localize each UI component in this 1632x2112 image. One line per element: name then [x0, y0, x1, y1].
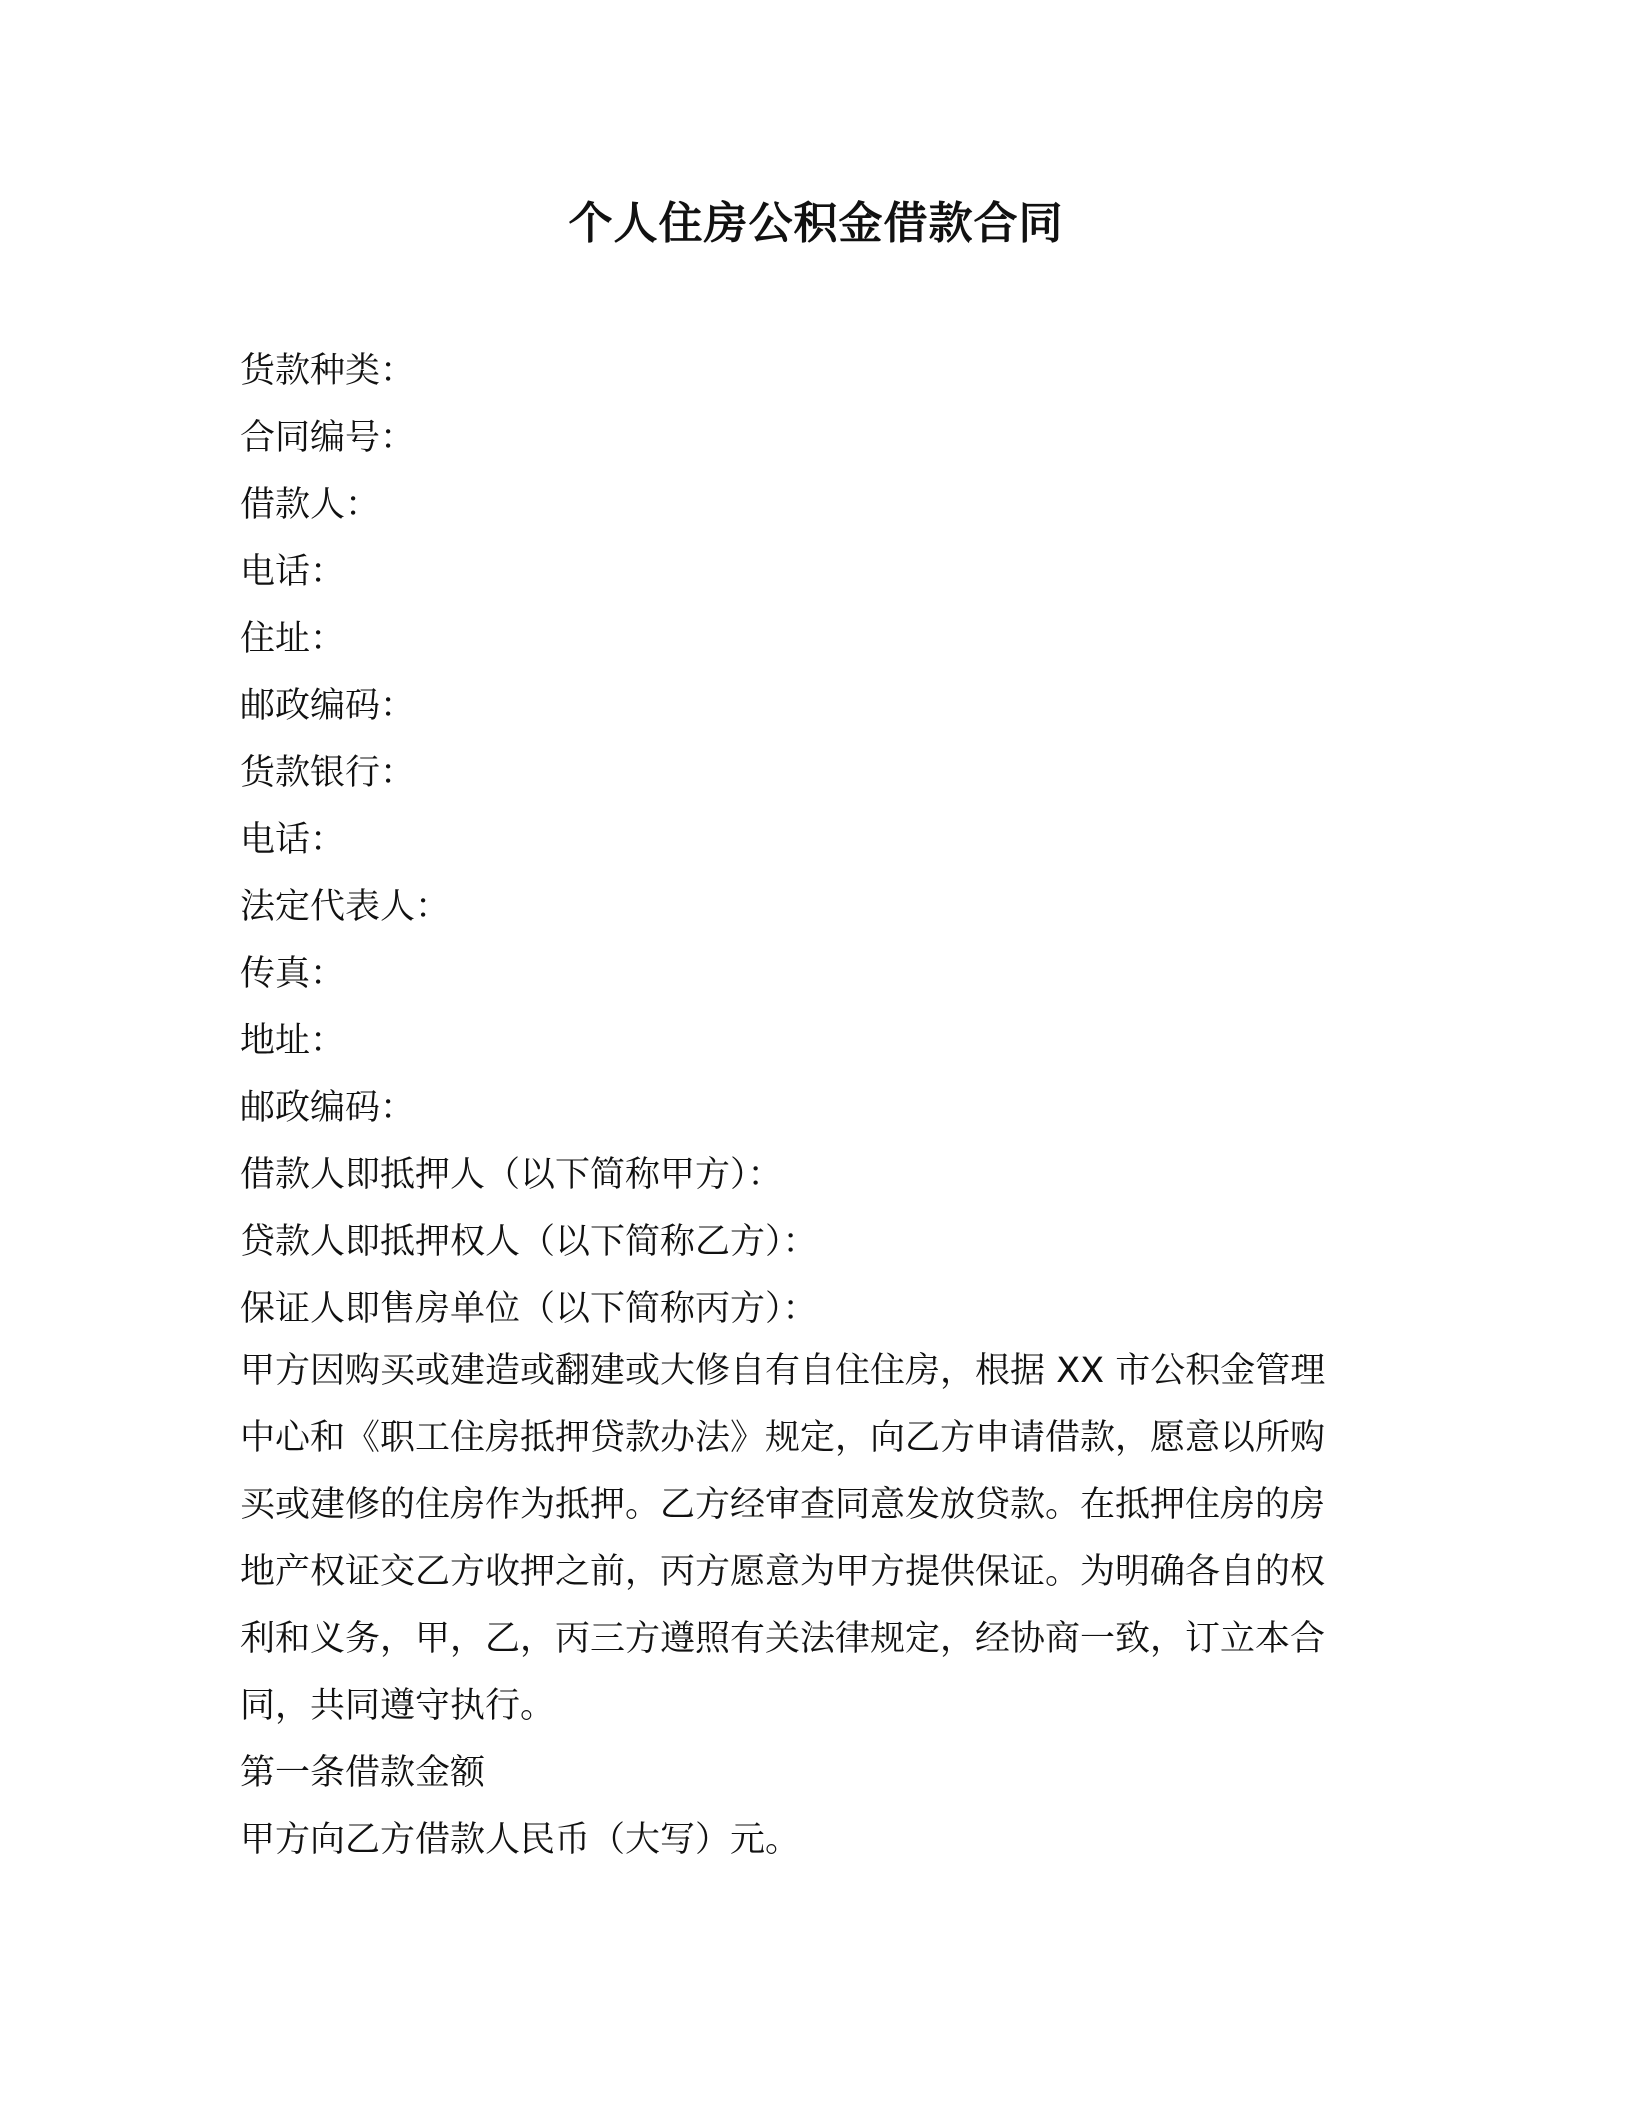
field-legal-representative: 法定代表人：: [240, 887, 451, 927]
paragraph-line: 买或建修的住房作为抵押。乙方经审查同意发放贷款。在抵押住房的房: [240, 1485, 1326, 1525]
field-borrower-postcode: 邮政编码：: [240, 686, 416, 726]
document-title: 个人住房公积金借款合同: [568, 198, 1064, 249]
preamble-paragraph: [240, 1338, 1390, 1740]
article-text: 甲方向乙方借款人民币（大写）元。: [240, 1820, 801, 1860]
article-heading: 第一条借款金额: [240, 1753, 486, 1793]
paragraph-line: 中心和《职工住房抵押贷款办法》规定，向乙方申请借款，愿意以所购: [240, 1418, 1326, 1458]
field-party-a: 借款人即抵押人（以下简称甲方）：: [240, 1155, 783, 1195]
paragraph-line: 甲方因购买或建造或翻建或大修自有自住住房，根据 XX 市公积金管理: [240, 1351, 1326, 1391]
field-borrower: 借款人：: [240, 485, 381, 525]
article-one: [240, 1740, 1400, 1874]
field-contract-number: 合同编号：: [240, 418, 416, 458]
contract-fields: [240, 338, 1400, 1343]
field-bank-address: 地址：: [240, 1021, 346, 1061]
field-loan-type: 货款种类：: [240, 351, 416, 391]
paragraph-line: 同，共同遵守执行。: [240, 1686, 556, 1726]
field-lending-bank: 货款银行：: [240, 753, 416, 793]
field-party-c: 保证人即售房单位（以下简称丙方）：: [240, 1289, 818, 1329]
field-borrower-address: 住址：: [240, 619, 346, 659]
field-bank-phone: 电话：: [240, 820, 346, 860]
field-borrower-phone: 电话：: [240, 552, 346, 592]
paragraph-line: 利和义务，甲，乙，丙三方遵照有关法律规定，经协商一致，订立本合: [240, 1619, 1326, 1659]
field-party-b: 贷款人即抵押权人（以下简称乙方）：: [240, 1222, 818, 1262]
paragraph-line: 地产权证交乙方收押之前，丙方愿意为甲方提供保证。为明确各自的权: [240, 1552, 1326, 1592]
field-fax: 传真：: [240, 954, 346, 994]
field-bank-postcode: 邮政编码：: [240, 1088, 416, 1128]
